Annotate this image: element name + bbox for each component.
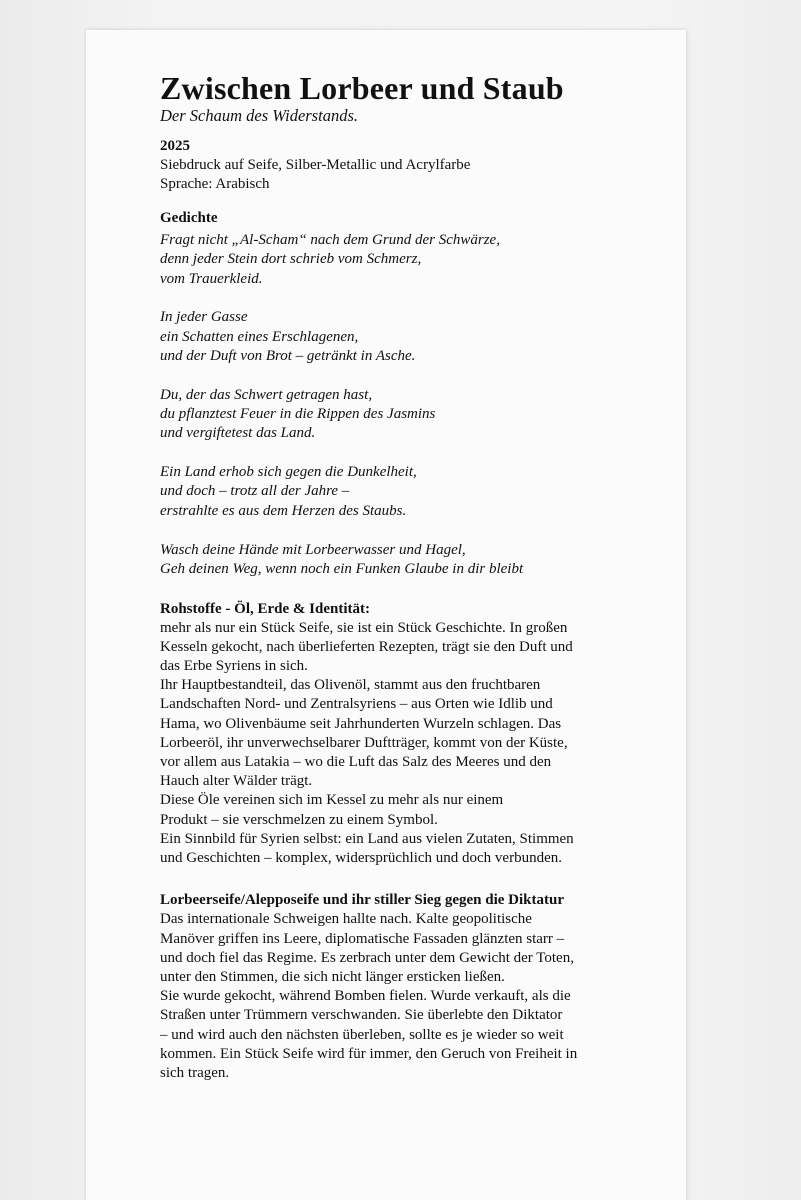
paragraph-line: Sie wurde gekocht, während Bomben fielen. Wurde verkauft, als die bbox=[160, 988, 571, 1005]
paragraph-line: Produkt – sie verschmelzen zu einem Symbol. bbox=[160, 811, 438, 828]
paragraph-line: das Erbe Syriens in sich. bbox=[160, 658, 308, 675]
text-panel bbox=[86, 30, 686, 1200]
poem-line: vom Trauerkleid. bbox=[160, 270, 263, 287]
poem-line: Fragt nicht „Al-Scham“ nach dem Grund der Schwärze, bbox=[160, 232, 500, 248]
poem-line: und doch – trotz all der Jahre – bbox=[160, 483, 350, 500]
poem-line: Wasch deine Hände mit Lorbeerwasser und Hagel, bbox=[160, 541, 466, 558]
paragraph-line: Hama, wo Olivenbäume seit Jahrhunderten Wurzeln schlagen. Das bbox=[160, 715, 562, 732]
artwork-medium: Siebdruck auf Seife, Silber-Metallic und Acrylfarbe bbox=[160, 157, 471, 173]
poem-stanza bbox=[160, 541, 640, 580]
artwork-title: Zwischen Lorbeer und Staub bbox=[160, 70, 564, 106]
paragraph-line: Das internationale Schweigen hallte nach. Kalte geopolitische bbox=[160, 911, 532, 928]
poem-stanza bbox=[160, 231, 640, 289]
poem-stanza bbox=[160, 308, 640, 366]
victory-heading: Lorbeerseife/Alepposeife und ihr stiller Sieg gegen die Diktatur bbox=[160, 892, 564, 909]
raw-materials-heading: Rohstoffe - Öl, Erde & Identität: bbox=[160, 600, 370, 617]
paragraph-line: vor allem aus Latakia – wo die Luft das Salz des Meeres und den bbox=[160, 754, 552, 771]
panel-content bbox=[160, 70, 640, 1103]
paragraph-line: unter den Stimmen, die sich nicht länger ersticken ließen. bbox=[160, 968, 505, 985]
paragraph-line: Landschaften Nord- und Zentralsyriens – aus Orten wie Idlib und bbox=[160, 696, 553, 713]
poem-line: Ein Land erhob sich gegen die Dunkelheit, bbox=[160, 464, 417, 481]
paragraph-line: und doch fiel das Regime. Es zerbrach unter dem Gewicht der Toten, bbox=[160, 949, 574, 966]
raw-materials-section bbox=[160, 599, 640, 869]
artwork-meta bbox=[160, 136, 640, 194]
poem-line: Geh deinen Weg, wenn noch ein Funken Glaube in dir bleibt bbox=[160, 560, 524, 577]
poems-heading: Gedichte bbox=[160, 210, 218, 226]
poem-stanza bbox=[160, 386, 640, 444]
paragraph-line: Hauch alter Wälder trägt. bbox=[160, 773, 313, 790]
paragraph-line: Lorbeeröl, ihr unverwechselbarer Duftträger, kommt von der Küste, bbox=[160, 734, 568, 751]
poem-line: In jeder Gasse bbox=[160, 309, 248, 326]
poem bbox=[160, 231, 640, 579]
poem-line: und der Duft von Brot – getränkt in Asche. bbox=[160, 347, 416, 364]
poem-line: denn jeder Stein dort schrieb vom Schmerz, bbox=[160, 251, 422, 268]
victory-section bbox=[160, 890, 640, 1083]
paragraph-line: und Geschichten – komplex, widersprüchlich und doch verbunden. bbox=[160, 850, 562, 867]
paragraph-line: Kesseln gekocht, nach überlieferten Rezepten, trägt sie den Duft und bbox=[160, 638, 573, 655]
poem-line: du pflanztest Feuer in die Rippen des Jasmins bbox=[160, 406, 436, 423]
paragraph-line: Manöver griffen ins Leere, diplomatische Fassaden glänzten starr – bbox=[160, 930, 565, 947]
paragraph-line: Straßen unter Trümmern verschwanden. Sie überlebte den Diktator bbox=[160, 1007, 563, 1024]
paragraph-line: kommen. Ein Stück Seife wird für immer, den Geruch von Freiheit in bbox=[160, 1045, 578, 1062]
paragraph-line: Ein Sinnbild für Syrien selbst: ein Land aus vielen Zutaten, Stimmen bbox=[160, 830, 574, 847]
poem-line: ein Schatten eines Erschlagenen, bbox=[160, 328, 359, 345]
poem-stanza bbox=[160, 463, 640, 521]
poem-line: und vergiftetest das Land. bbox=[160, 425, 316, 442]
artwork-year: 2025 bbox=[160, 138, 190, 154]
poem-line: erstrahlte es aus dem Herzen des Staubs. bbox=[160, 502, 407, 519]
poem-line: Du, der das Schwert getragen hast, bbox=[160, 386, 373, 403]
artwork-subtitle: Der Schaum des Widerstands. bbox=[160, 106, 358, 125]
artwork-language: Sprache: Arabisch bbox=[160, 176, 270, 192]
paragraph-line: Diese Öle vereinen sich im Kessel zu mehr als nur einem bbox=[160, 792, 504, 809]
paragraph-line: Ihr Hauptbestandteil, das Olivenöl, stammt aus den fruchtbaren bbox=[160, 677, 541, 694]
paragraph-line: mehr als nur ein Stück Seife, sie ist ein Stück Geschichte. In großen bbox=[160, 619, 568, 636]
paragraph-line: sich tragen. bbox=[160, 1064, 230, 1081]
paragraph-line: – und wird auch den nächsten überleben, sollte es je wieder so weit bbox=[160, 1026, 564, 1043]
